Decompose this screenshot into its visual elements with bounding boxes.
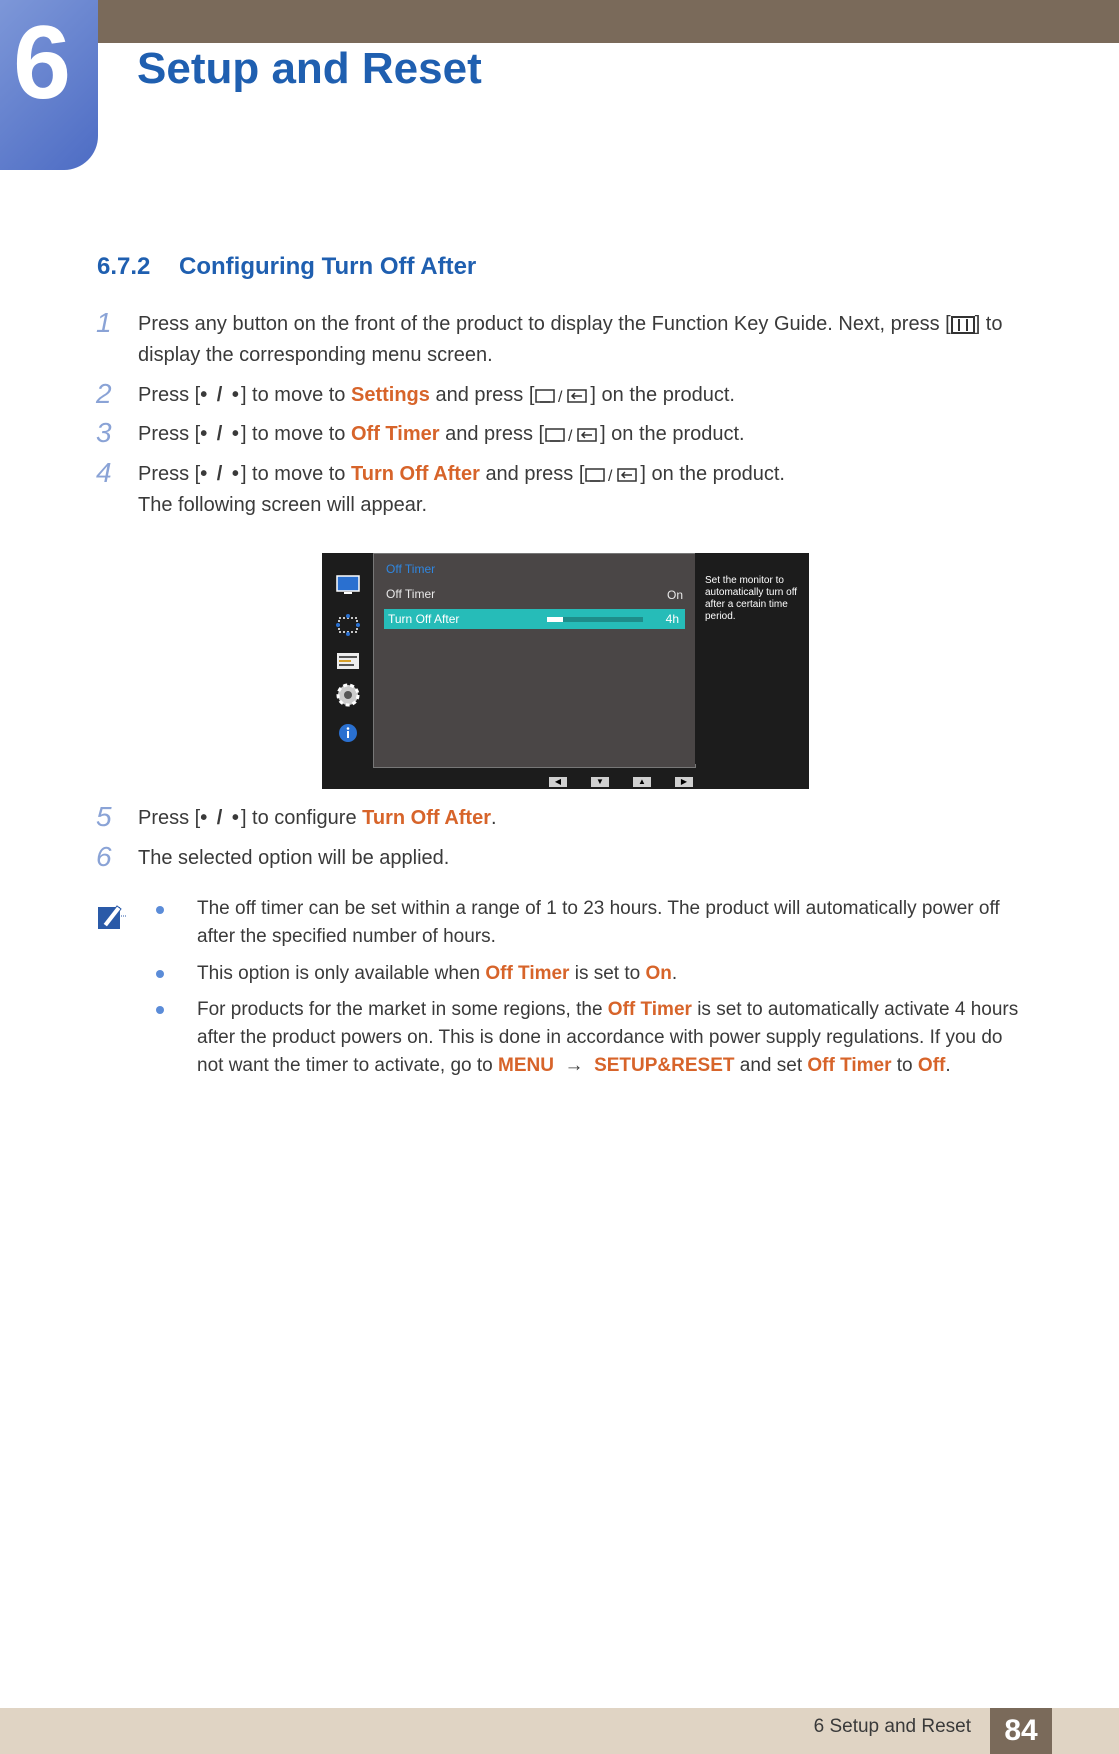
bullet-icon bbox=[156, 970, 164, 978]
step-text: The following screen will appear. bbox=[138, 494, 428, 516]
step-number: 4 bbox=[96, 457, 112, 488]
up-down-button-icon: • / • bbox=[200, 423, 241, 445]
step-number: 3 bbox=[96, 417, 112, 448]
svg-text:/: / bbox=[608, 467, 613, 484]
step-number: 1 bbox=[96, 307, 112, 338]
highlight-term: Off Timer bbox=[351, 423, 440, 445]
info-icon bbox=[338, 723, 358, 743]
step-text: ] to move to bbox=[240, 423, 346, 445]
step-6: The selected option will be applied. bbox=[138, 847, 450, 869]
section-number: 6.7.2 bbox=[97, 253, 151, 280]
highlight-term: On bbox=[645, 963, 672, 984]
confirm-enter-icon bbox=[534, 387, 590, 405]
up-down-button-icon: • / • bbox=[200, 463, 241, 485]
step-text: . bbox=[491, 807, 497, 829]
step-text: ] to move to bbox=[240, 384, 346, 406]
step-text: and press [ bbox=[485, 463, 585, 485]
arrow-icon: → bbox=[564, 1055, 584, 1076]
osd-item-turn-off-after[interactable] bbox=[384, 609, 685, 629]
note-text: . bbox=[945, 1055, 951, 1076]
bullet-icon bbox=[156, 1006, 164, 1014]
osd-item-label: Turn Off After bbox=[388, 612, 460, 626]
svg-text:/: / bbox=[568, 427, 573, 444]
step-text: Press [ bbox=[138, 423, 201, 445]
up-arrow-icon: ▲ bbox=[633, 777, 651, 787]
step-text: ] to move to bbox=[240, 463, 346, 485]
highlight-term: SETUP&RESET bbox=[594, 1055, 735, 1076]
highlight-term: Turn Off After bbox=[351, 463, 480, 485]
menu-icon bbox=[951, 316, 975, 334]
position-icon bbox=[336, 613, 360, 637]
note-text: . bbox=[671, 963, 678, 984]
note-text: to bbox=[896, 1055, 913, 1076]
step-2 bbox=[138, 380, 1038, 411]
step-4 bbox=[138, 459, 1038, 521]
left-arrow-icon: ◀ bbox=[549, 777, 567, 787]
step-text: ] on the product. bbox=[590, 384, 735, 406]
bullet-icon bbox=[156, 906, 164, 914]
note-icon bbox=[97, 902, 127, 930]
note-text: is set to bbox=[574, 963, 641, 984]
note-3 bbox=[197, 996, 1027, 1080]
note-text: This option is only available when bbox=[197, 963, 481, 984]
step-text: and press [ bbox=[435, 384, 535, 406]
osd-sidebar bbox=[322, 553, 372, 765]
step-5 bbox=[138, 803, 1038, 834]
up-down-button-icon: • / • bbox=[200, 807, 241, 829]
note-text: and set bbox=[739, 1055, 803, 1076]
picture-icon bbox=[336, 573, 360, 597]
down-arrow-icon: ▼ bbox=[591, 777, 609, 787]
top-bar bbox=[0, 0, 1119, 43]
chapter-number: 6 bbox=[13, 5, 71, 121]
right-arrow-icon: ▶ bbox=[675, 777, 693, 787]
chapter-title: Setup and Reset bbox=[137, 44, 482, 93]
highlight-term: MENU bbox=[498, 1055, 554, 1076]
step-text: Press [ bbox=[138, 807, 201, 829]
step-1 bbox=[138, 309, 1038, 371]
step-text: Press any button on the front of the product to display the Function Key Guide. Next, press [ bbox=[138, 313, 951, 335]
osd-item-off-timer-value: On bbox=[666, 588, 683, 602]
osd-item-value: 4h bbox=[665, 612, 679, 626]
highlight-term: Off Timer bbox=[807, 1055, 892, 1076]
footer-chapter: 6 Setup and Reset bbox=[813, 1716, 971, 1737]
note-text: is set to automatically activate 4 hours after the product powers on. This is done in accordance with power supply regulations. If you do not want the timer to activate, go to bbox=[197, 999, 1019, 1076]
osd-slider-track[interactable] bbox=[547, 617, 643, 622]
osd-item-off-timer[interactable]: Off Timer bbox=[386, 587, 436, 601]
step-number: 5 bbox=[96, 801, 112, 832]
highlight-term: Settings bbox=[351, 384, 430, 406]
up-down-button-icon: • / • bbox=[200, 384, 241, 406]
step-text: and press [ bbox=[445, 423, 545, 445]
svg-text:/: / bbox=[558, 388, 563, 405]
step-3 bbox=[138, 419, 1038, 450]
section-title: Configuring Turn Off After bbox=[179, 253, 477, 280]
osd-title: Off Timer bbox=[386, 562, 436, 576]
osd-slider-fill bbox=[547, 617, 563, 622]
step-number: 2 bbox=[96, 378, 112, 409]
step-text: ] to configure bbox=[240, 807, 357, 829]
highlight-term: Turn Off After bbox=[362, 807, 491, 829]
step-text: Press [ bbox=[138, 463, 201, 485]
osd-help-text: Set the monitor to automatically turn off after a certain time period. bbox=[695, 553, 809, 764]
section-heading bbox=[97, 253, 476, 281]
note-1: The off timer can be set within a range of 1 to 23 hours. The product will automatically power off after the specified number of hours. bbox=[197, 898, 1000, 947]
step-text: ] to display the corresponding menu screen. bbox=[138, 313, 1003, 366]
page-number: 84 bbox=[990, 1708, 1052, 1754]
confirm-enter-icon bbox=[544, 426, 600, 444]
osd-nav-bar bbox=[322, 775, 809, 789]
step-number: 6 bbox=[96, 841, 112, 872]
step-text: Press [ bbox=[138, 384, 201, 406]
highlight-term: Off Timer bbox=[485, 963, 570, 984]
step-text: ] on the product. bbox=[640, 463, 785, 485]
highlight-term: Off bbox=[917, 1055, 946, 1076]
osd-screen bbox=[322, 553, 809, 789]
menu-settings-icon bbox=[336, 649, 360, 673]
note-2 bbox=[197, 960, 1027, 988]
gear-icon bbox=[334, 681, 362, 709]
confirm-enter-icon bbox=[584, 466, 640, 484]
osd-menu-panel bbox=[373, 553, 696, 768]
step-text: ] on the product. bbox=[600, 423, 745, 445]
chapter-tab bbox=[0, 0, 98, 170]
highlight-term: Off Timer bbox=[607, 999, 692, 1020]
note-text: For products for the market in some regions, the bbox=[197, 999, 603, 1020]
